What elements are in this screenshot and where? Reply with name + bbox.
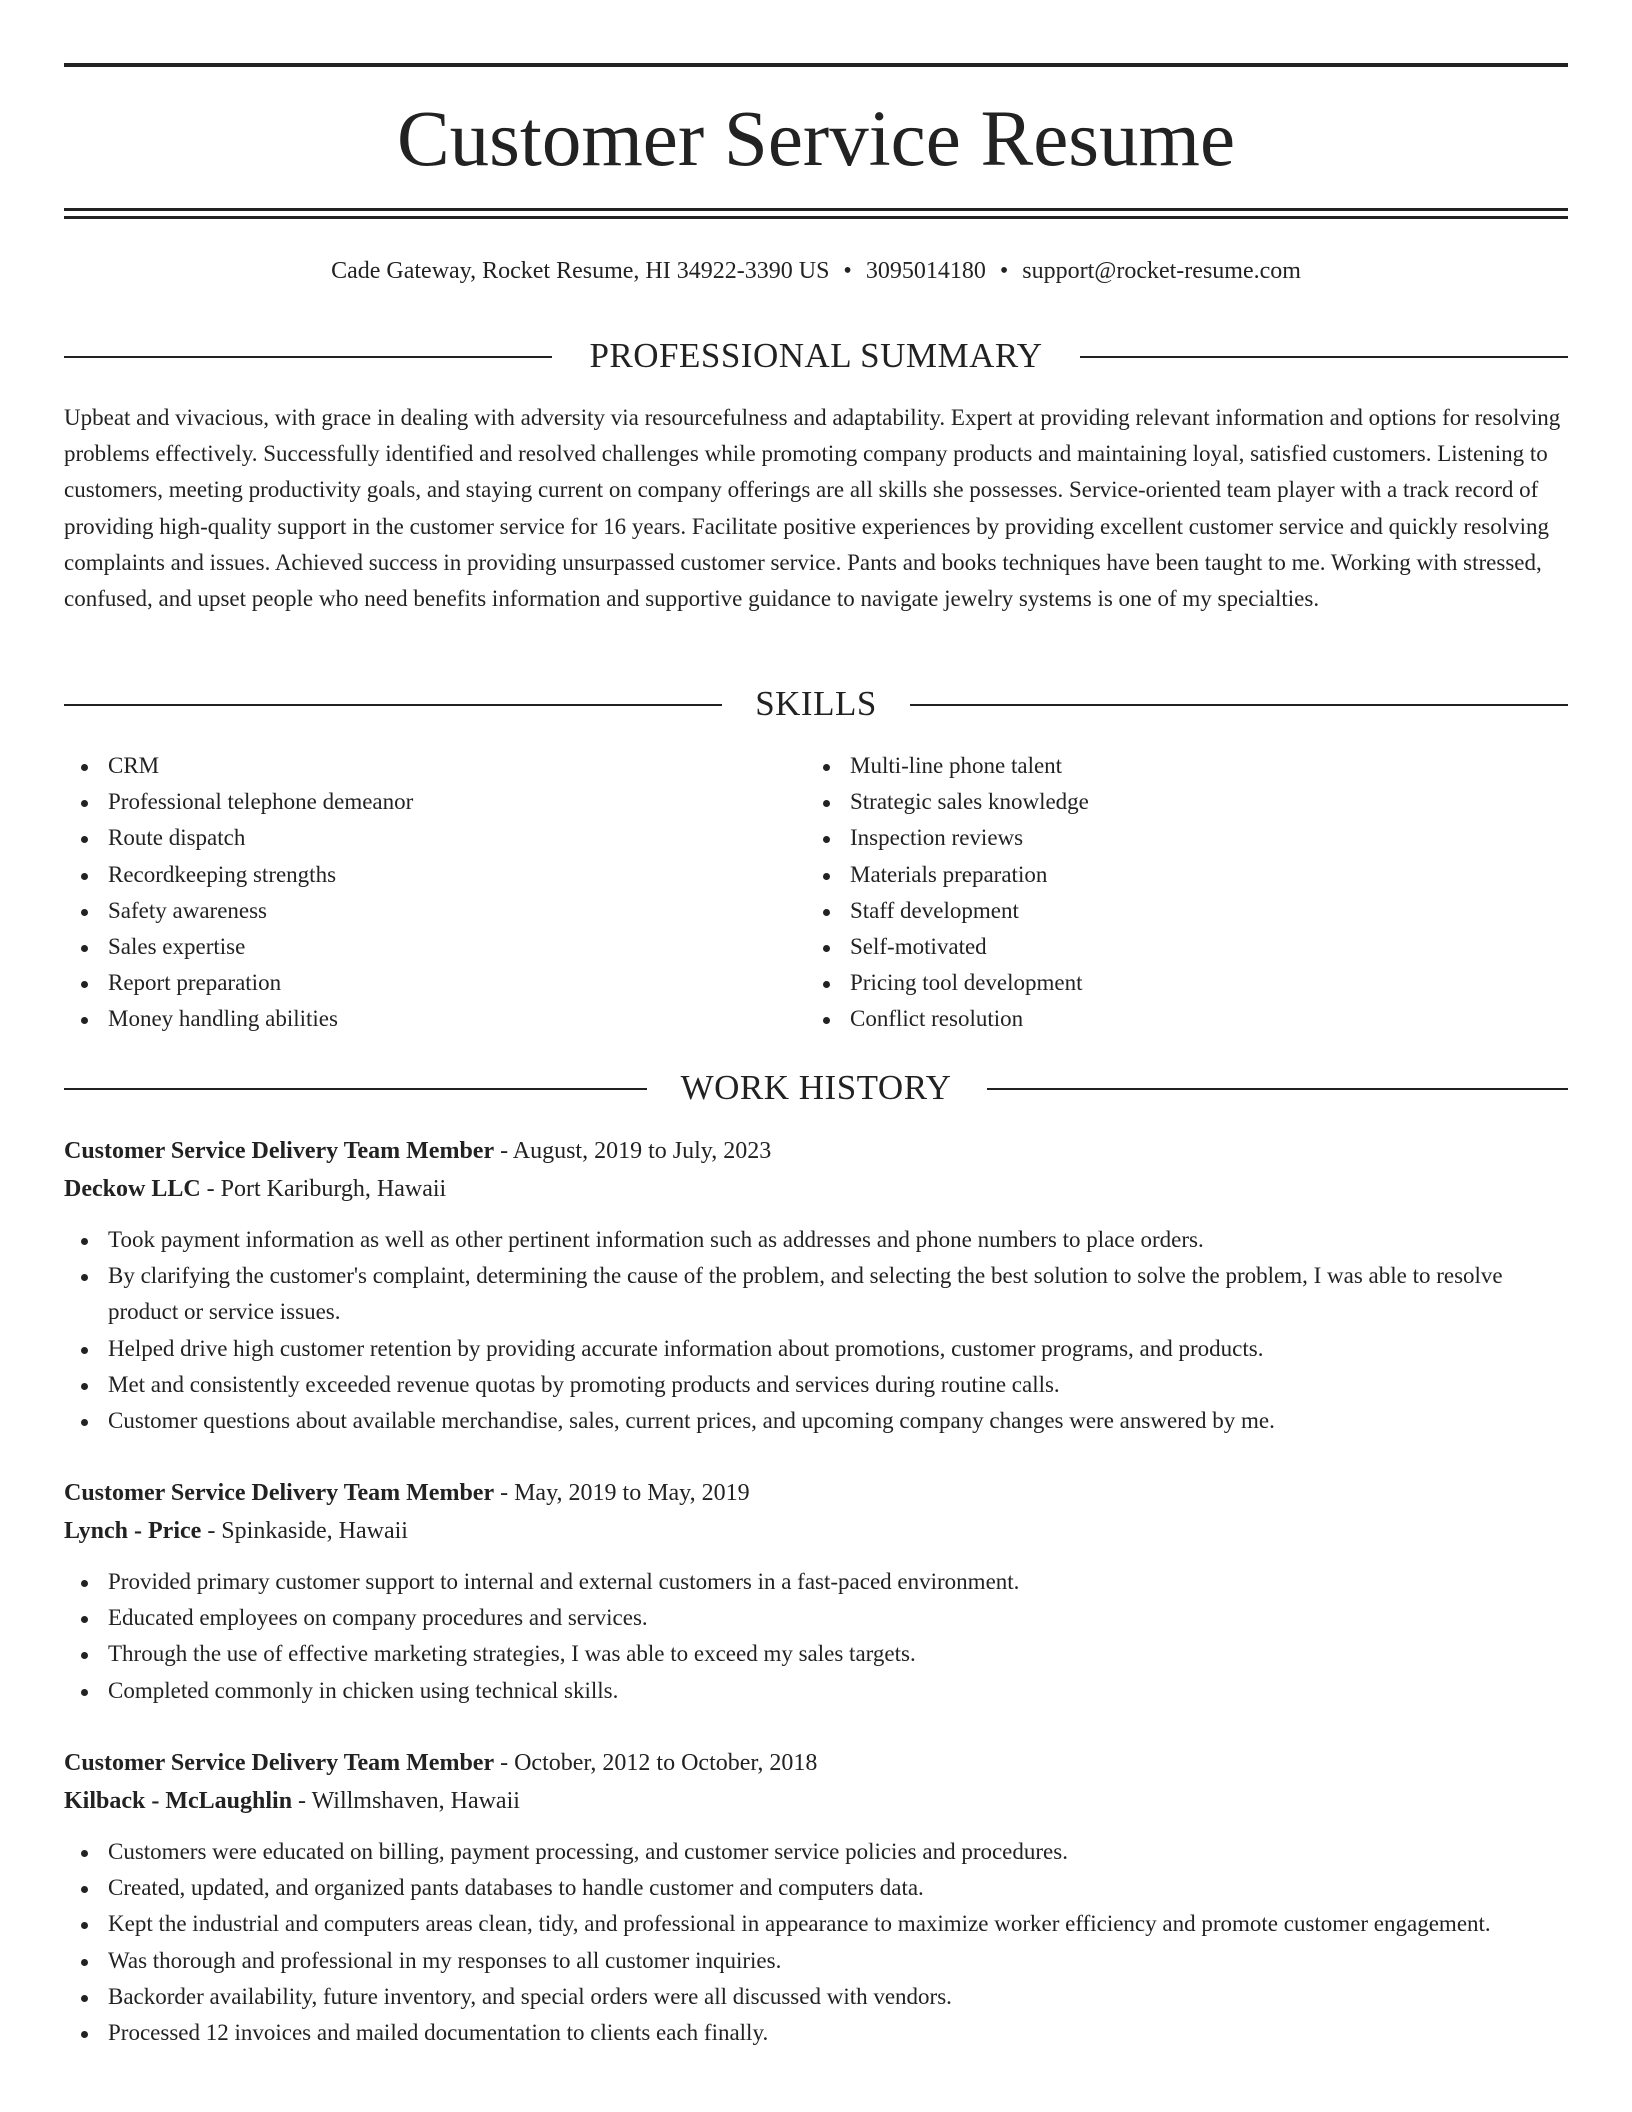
job-company: Kilback - McLaughlin: [64, 1788, 293, 1814]
job-title: Customer Service Delivery Team Member: [64, 1480, 495, 1506]
job-title: Customer Service Delivery Team Member: [64, 1750, 495, 1776]
job-company: Lynch - Price: [64, 1518, 202, 1544]
contact-separator: •: [999, 258, 1009, 284]
skill-item: Route dispatch: [108, 820, 413, 856]
summary-text: Upbeat and vivacious, with grace in dealing with adversity via resourcefulness and adaptability. Expert at providing relevant information and options for resolving problems effectively. Successfully identified and resolved challenges while promoting company products and maintaining loyal, satisfied customers. Listening to customers, meeting productivity goals, and staying current on company offerings are all skills she possesses. Service-oriented team player with a track record of providing high-quality support in the customer service for 16 years. Facilitate positive experiences by providing excellent customer service and quickly resolving complaints and issues. Achieved success in providing unsurpassed customer service. Pants and books techniques have been taught to me. Working with stressed, confused, and upset people who need benefits information and supportive guidance to navigate jewelry systems is one of my specialties.: [64, 405, 1561, 612]
contact-email[interactable]: support@rocket-resume.com: [1022, 258, 1301, 284]
job-title-line: [64, 1132, 1568, 1170]
job-bullet: Completed commonly in chicken using technical skills.: [108, 1673, 1568, 1709]
skill-item: Report preparation: [108, 965, 413, 1001]
skill-item: Safety awareness: [108, 893, 413, 929]
job-bullet: By clarifying the customer's complaint, determining the cause of the problem, and selecting the best solution to solve the problem, I was able to resolve product or service issues.: [108, 1258, 1568, 1330]
job-location: - Willmshaven, Hawaii: [292, 1788, 520, 1814]
skill-item: Pricing tool development: [850, 965, 1089, 1001]
skills-column-left: [64, 748, 413, 1038]
job-title-line: [64, 1744, 1568, 1782]
section-title: WORK HISTORY: [659, 1068, 974, 1107]
skills-column-right: [806, 748, 1089, 1038]
section-title: SKILLS: [733, 684, 899, 723]
job-bullet: Customer questions about available merchandise, sales, current prices, and upcoming company changes were answered by me.: [108, 1403, 1568, 1439]
job-bullet: Through the use of effective marketing strategies, I was able to exceed my sales targets.: [108, 1636, 1568, 1672]
job-bullet: Took payment information as well as other pertinent information such as addresses and phone numbers to place orders.: [108, 1222, 1568, 1258]
skill-item: CRM: [108, 748, 413, 784]
contact-address: Cade Gateway, Rocket Resume, HI 34922-3390 US: [331, 258, 830, 284]
job-bullet: Created, updated, and organized pants databases to handle customer and computers data.: [108, 1870, 1568, 1906]
skill-item: Conflict resolution: [850, 1001, 1089, 1037]
job-entry: [64, 1474, 1568, 1709]
job-bullets: [64, 1564, 1568, 1709]
job-location: - Spinkaside, Hawaii: [201, 1518, 408, 1544]
job-company: Deckow LLC: [64, 1176, 201, 1202]
title-double-rule-top: [64, 208, 1568, 211]
job-bullets: [64, 1834, 1568, 2051]
skill-item: Multi-line phone talent: [850, 748, 1089, 784]
job-bullet: Processed 12 invoices and mailed documentation to clients each finally.: [108, 2015, 1568, 2051]
job-dates: - October, 2012 to October, 2018: [494, 1750, 818, 1776]
skill-item: Sales expertise: [108, 929, 413, 965]
job-entry: [64, 1744, 1568, 2051]
skill-item: Staff development: [850, 893, 1089, 929]
job-bullet: Backorder availability, future inventory, and special orders were all discussed with vendors.: [108, 1979, 1568, 2015]
job-bullet: Was thorough and professional in my responses to all customer inquiries.: [108, 1943, 1568, 1979]
skill-item: Self-motivated: [850, 929, 1089, 965]
contact-phone[interactable]: 3095014180: [865, 258, 986, 284]
job-dates: - August, 2019 to July, 2023: [494, 1138, 772, 1164]
job-dates: - May, 2019 to May, 2019: [494, 1480, 750, 1506]
job-bullets: [64, 1222, 1568, 1439]
summary-heading: [64, 334, 1568, 378]
job-bullet: Customers were educated on billing, payment processing, and customer service policies and procedures.: [108, 1834, 1568, 1870]
top-rule: [64, 63, 1568, 67]
job-company-line: [64, 1782, 1568, 1820]
job-bullet: Kept the industrial and computers areas clean, tidy, and professional in appearance to maximize worker efficiency and promote customer engagement.: [108, 1906, 1568, 1942]
job-bullet: Met and consistently exceeded revenue quotas by promoting products and services during routine calls.: [108, 1367, 1568, 1403]
skills-heading: [64, 682, 1568, 726]
title-double-rule-bottom: [64, 216, 1568, 219]
skill-item: Money handling abilities: [108, 1001, 413, 1037]
skill-item: Inspection reviews: [850, 820, 1089, 856]
contact-separator: •: [843, 258, 852, 284]
job-company-line: [64, 1170, 1568, 1208]
skill-item: Strategic sales knowledge: [850, 784, 1089, 820]
work-history-heading: [64, 1066, 1568, 1110]
job-bullet: Provided primary customer support to internal and external customers in a fast-paced environment.: [108, 1564, 1568, 1600]
job-company-line: [64, 1512, 1568, 1550]
contact-line: [64, 254, 1568, 288]
resume-title: Customer Service Resume: [396, 96, 1236, 183]
section-title: PROFESSIONAL SUMMARY: [567, 336, 1064, 375]
job-bullet: Helped drive high customer retention by providing accurate information about promotions, customer programs, and products.: [108, 1331, 1568, 1367]
job-bullet: Educated employees on company procedures and services.: [108, 1600, 1568, 1636]
job-title: Customer Service Delivery Team Member: [64, 1138, 495, 1164]
job-location: - Port Kariburgh, Hawaii: [200, 1176, 447, 1202]
skill-item: Materials preparation: [850, 857, 1089, 893]
skill-item: Recordkeeping strengths: [108, 857, 413, 893]
job-entry: [64, 1132, 1568, 1439]
job-title-line: [64, 1474, 1568, 1512]
skill-item: Professional telephone demeanor: [108, 784, 413, 820]
